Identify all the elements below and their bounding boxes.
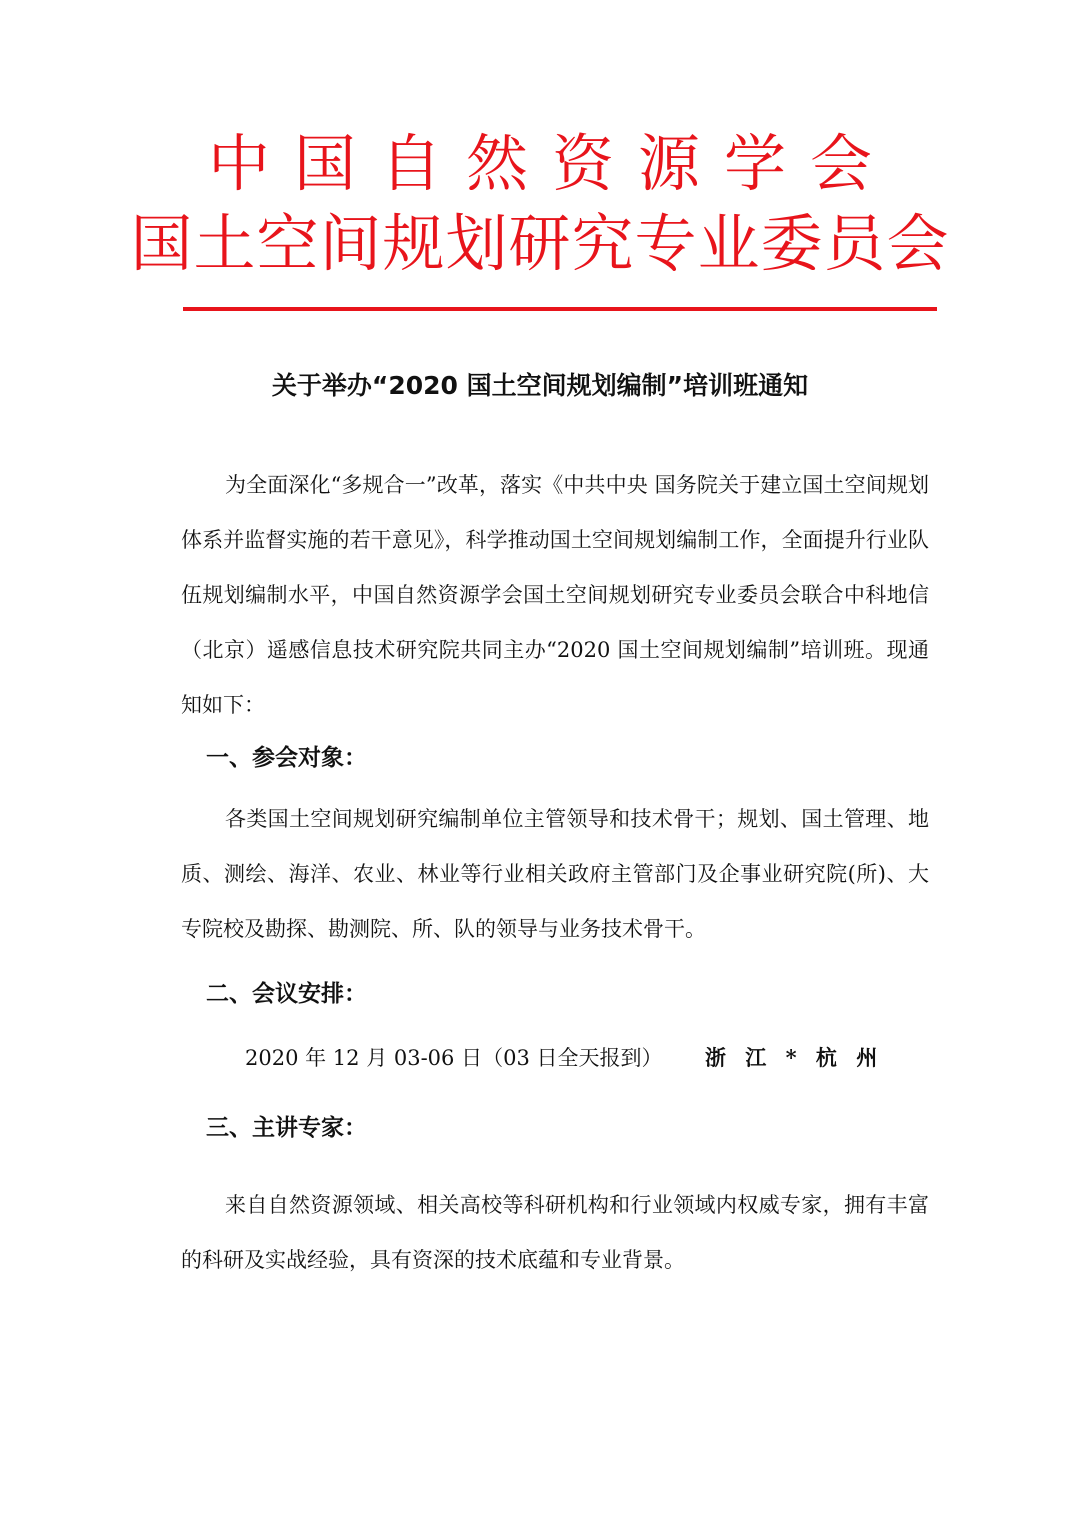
letterhead-red-rule [183,307,937,311]
section-heading-speakers: 三、主讲专家： [206,1115,367,1141]
schedule-location: 浙 江 * 杭 州 [705,1045,884,1070]
organization-name-line-2: 国土空间规划研究专业委员会 [130,207,950,280]
schedule-line [245,1040,884,1076]
speakers-paragraph: 来自自然资源领域、相关高校等科研机构和行业领域内权威专家，拥有丰富的科研及实战经验，具有资深的技术底蕴和专业背景。 [181,1193,929,1272]
section-heading-attendees: 一、参会对象： [206,745,367,771]
section-heading-schedule: 二、会议安排： [206,981,367,1007]
organization-name-line-1: 中国自然资源学会 [207,127,896,200]
intro-paragraph: 为全面深化“多规合一”改革，落实《中共中央 国务院关于建立国土空间规划体系并监督实施的若干意见》，科学推动国土空间规划编制工作，全面提升行业队伍规划编制水平，中国自然资源学会国土空间规划研究专业委员会联合中科地信（北京）遥感信息技术研究院共同主办“2020 国土空间规划编制”培训班。现通知如下： [181,473,929,717]
notice-title: 关于举办“2020 国土空间规划编制”培训班通知 [271,371,809,400]
attendees-paragraph: 各类国土空间规划研究编制单位主管领导和技术骨干；规划、国土管理、地质、测绘、海洋、农业、林业等行业相关政府主管部门及企事业研究院(所)、大专院校及勘探、勘测院、所、队的领导与业务技术骨干。 [181,807,929,941]
schedule-date: 2020 年 12 月 03-06 日（03 日全天报到） [245,1046,663,1070]
